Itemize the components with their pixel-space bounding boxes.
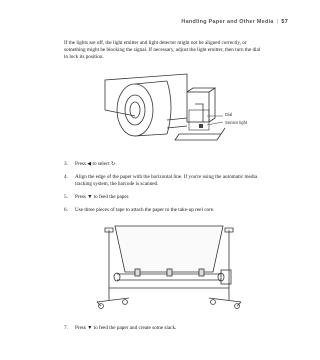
intro-paragraph: If the lights are off, the light emitter and light detector might not be aligned correctly, or something might be blocking the signal. If necessary, adjust the light emitter, then turn the dial to lock its position. bbox=[64, 40, 261, 60]
sensor-dial-illustration bbox=[95, 72, 250, 147]
step-text: Align the edge of the paper with the horizontal line. If you're using the automatic media tracking system, the barcode is scanned. bbox=[75, 174, 258, 187]
callout-dial: Dial bbox=[225, 112, 233, 117]
step-number: 4. bbox=[64, 174, 68, 180]
step-number: 3. bbox=[64, 161, 68, 167]
step-number: 6. bbox=[64, 207, 68, 213]
step-text: Press ▼ to feed the paper. bbox=[75, 194, 130, 200]
step-number: 5. bbox=[64, 194, 68, 200]
running-header bbox=[181, 19, 288, 25]
step-text: Press ◀ to select ↻. bbox=[75, 161, 117, 167]
step-text: Press ▼ to feed the paper and create some slack. bbox=[75, 325, 177, 331]
step-text: Use three pieces of tape to attach the paper to the take-up reel core. bbox=[75, 207, 215, 213]
section-title: Handling Paper and Other Media bbox=[181, 19, 274, 25]
page-number: 57 bbox=[281, 19, 288, 25]
step-number: 7. bbox=[64, 325, 68, 331]
callout-sensor-light: Sensor light bbox=[225, 120, 248, 125]
header-separator: | bbox=[276, 19, 279, 25]
take-up-reel-illustration bbox=[95, 224, 243, 310]
